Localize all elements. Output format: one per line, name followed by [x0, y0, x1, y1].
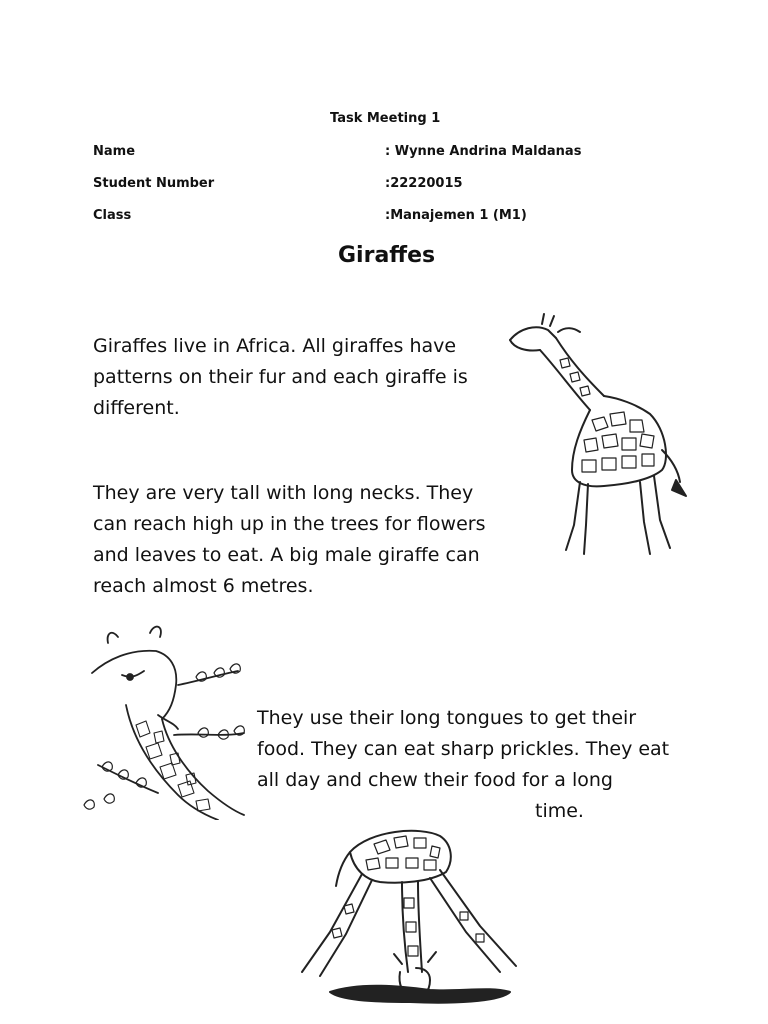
paragraph-feeding — [257, 703, 669, 827]
paragraph-habitat — [93, 331, 468, 424]
paragraph-line: all day and chew their food for a long — [257, 769, 613, 791]
document-title: Giraffes — [338, 243, 436, 268]
paragraph-line: can reach high up in the trees for flowers — [93, 513, 486, 535]
student-number-label: Student Number — [93, 176, 215, 191]
paragraph-line: time. — [535, 800, 584, 822]
paragraph-line: They use their long tongues to get their — [257, 707, 637, 729]
eating-giraffe-illustration — [78, 615, 248, 820]
class-value: :Manajemen 1 (M1) — [385, 208, 527, 223]
standing-giraffe-illustration — [500, 310, 690, 565]
paragraph-line: Giraffes live in Africa. All giraffes have — [93, 335, 457, 357]
paragraph-line: They are very tall with long necks. They — [93, 482, 474, 504]
class-label: Class — [93, 208, 132, 223]
paragraph-line: different. — [93, 397, 180, 419]
paragraph-line: food. They can eat sharp prickles. They eat — [257, 738, 670, 760]
paragraph-line: reach almost 6 metres. — [93, 575, 314, 597]
task-heading: Task Meeting 1 — [330, 111, 441, 126]
paragraph-line: patterns on their fur and each giraffe is — [93, 366, 468, 388]
student-number-value: :22220015 — [385, 176, 463, 191]
paragraph-line: and leaves to eat. A big male giraffe can — [93, 544, 480, 566]
name-value: : Wynne Andrina Maldanas — [385, 144, 582, 159]
drinking-giraffe-illustration — [290, 822, 530, 1012]
paragraph-height — [93, 478, 485, 602]
name-label: Name — [93, 144, 136, 159]
